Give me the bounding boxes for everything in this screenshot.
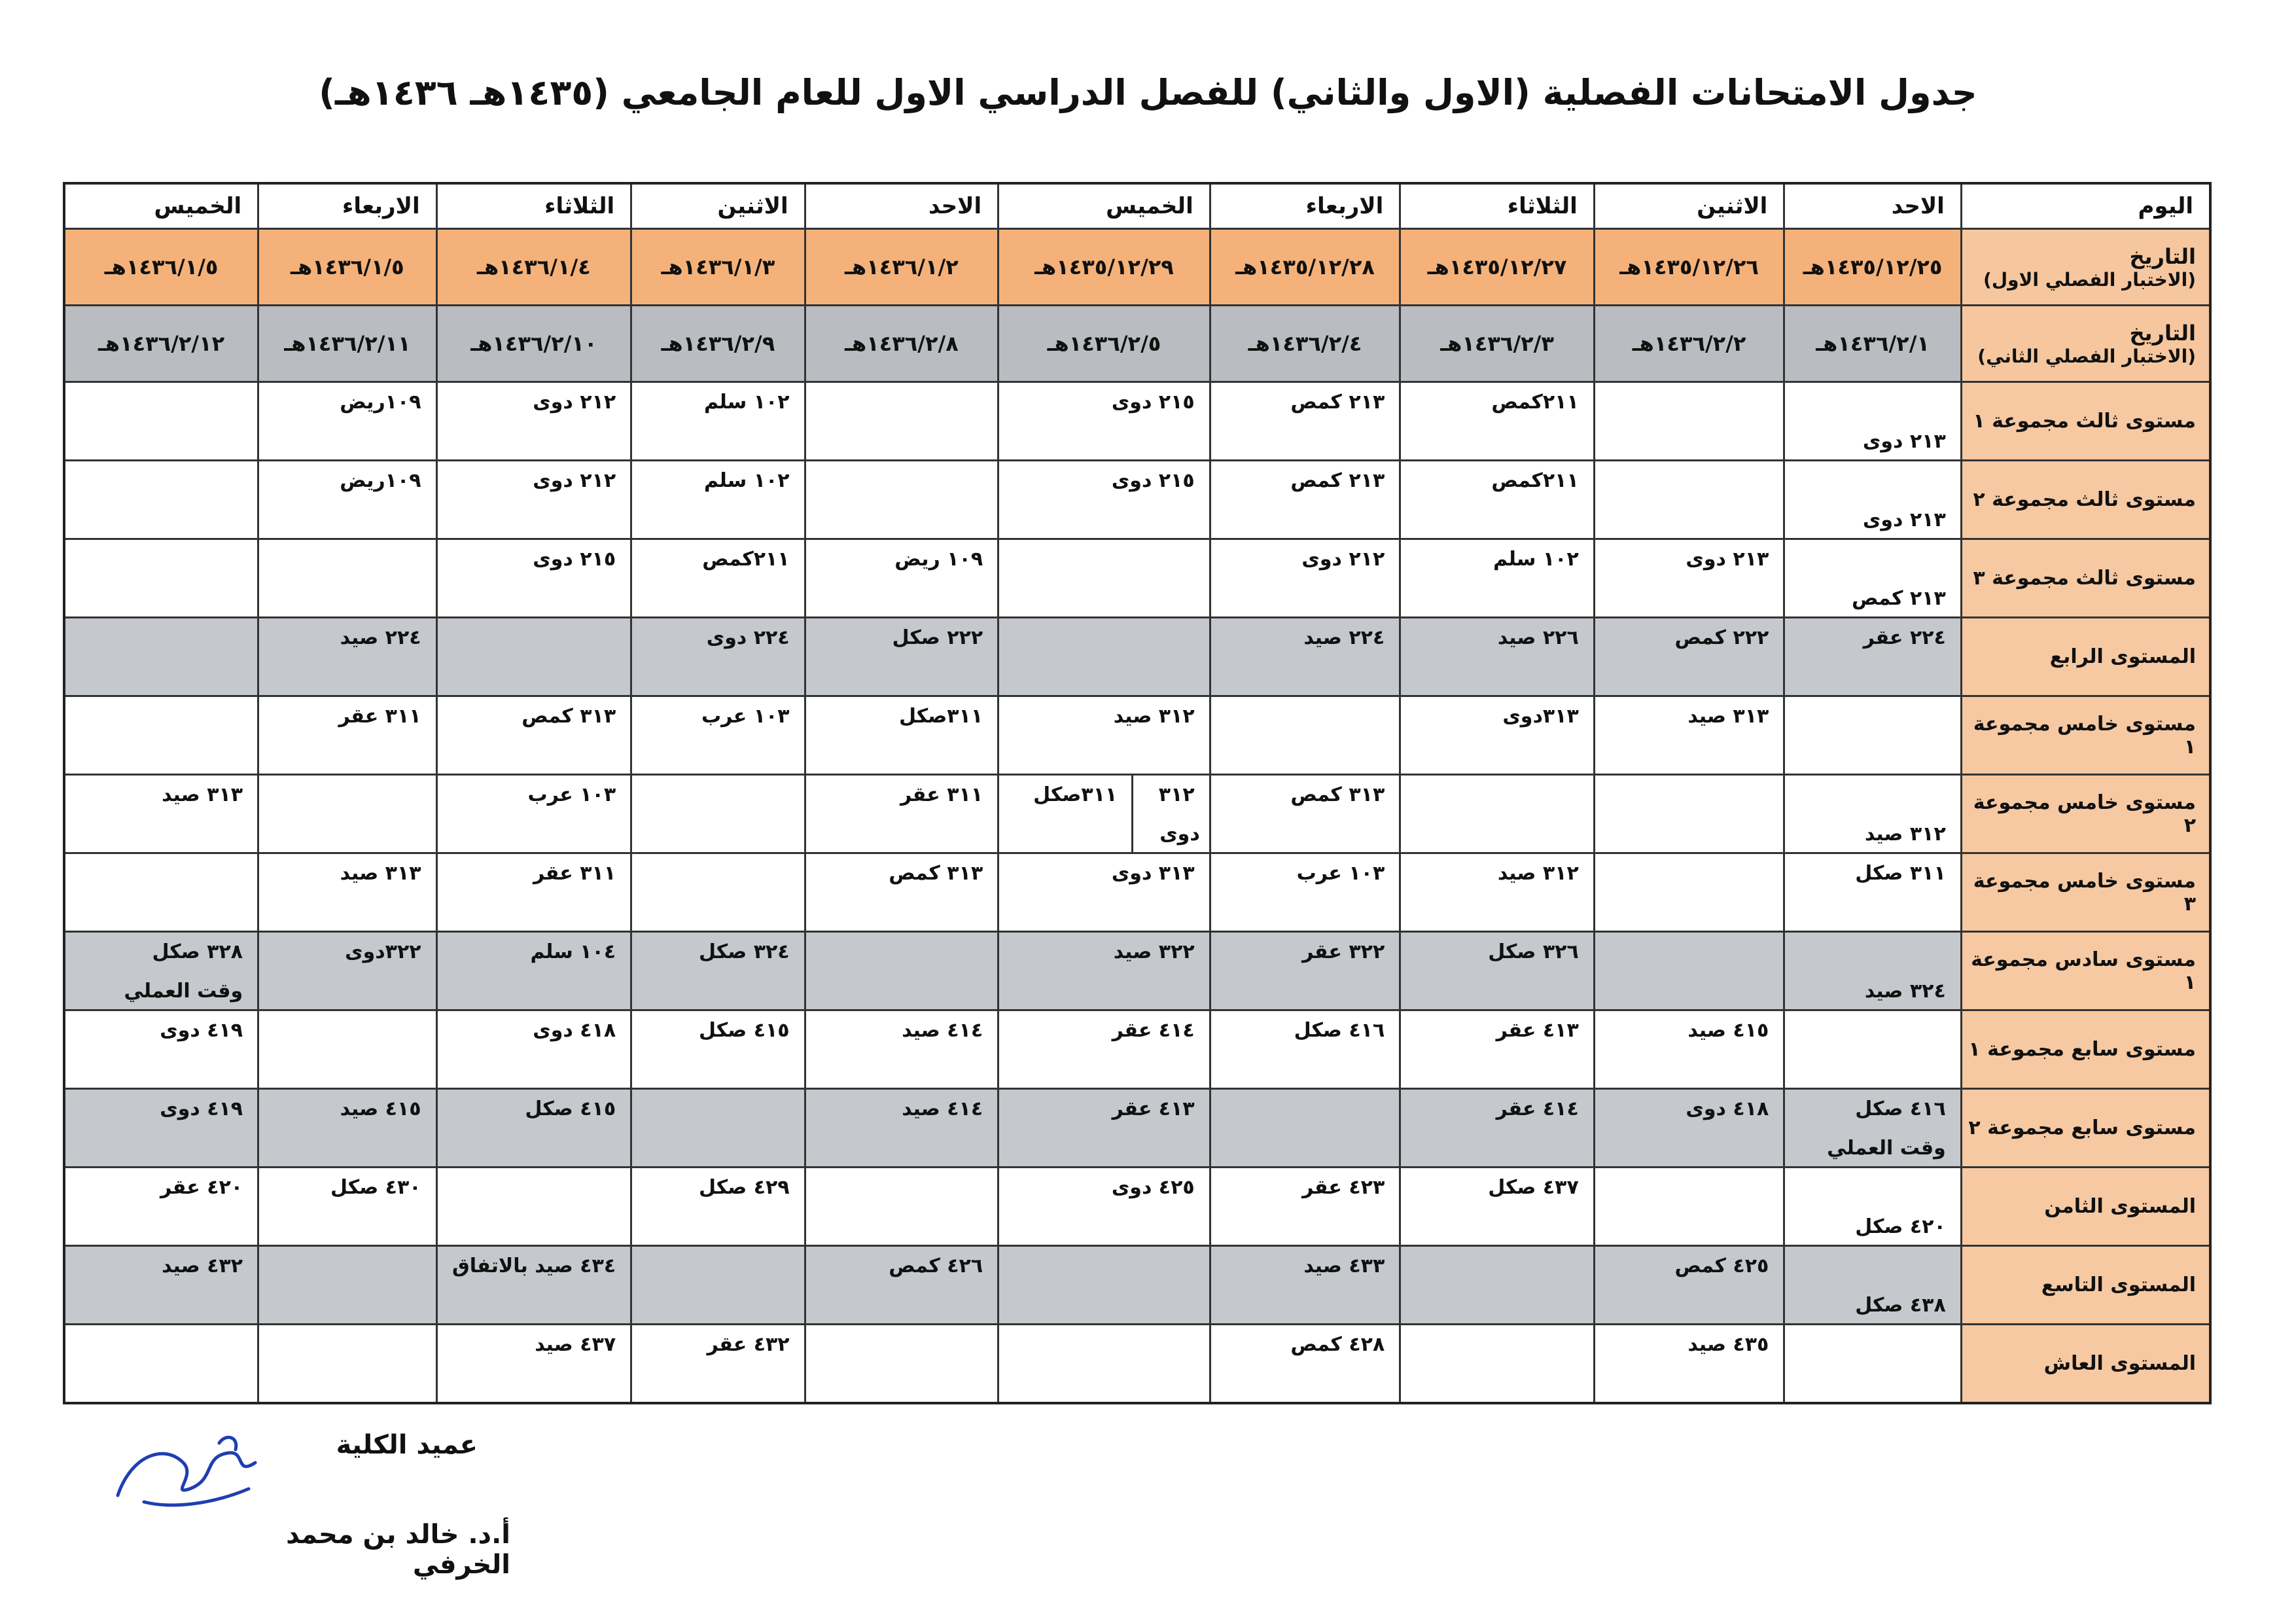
row-label: مستوى سادس مجموعة ١ <box>1961 932 2210 1010</box>
exam-cell <box>805 1010 998 1089</box>
exam-course: ٣٢٨ صكل <box>152 940 243 963</box>
exam-course: ٤١٥ صكل <box>525 1097 616 1120</box>
exam-cell <box>805 461 998 539</box>
exam-cell <box>1210 1168 1400 1246</box>
exam-cell <box>631 539 805 618</box>
exam-course: ٢١٣ دوى <box>1686 548 1769 571</box>
split-cell <box>999 776 1209 852</box>
exam-course: ٢١٢ دوى <box>533 391 616 414</box>
exam-cell <box>805 853 998 932</box>
exam-course: ٤١٥ صيد <box>1687 1019 1769 1042</box>
exam-cell <box>1784 1089 1961 1168</box>
dean-name: أ.د. خالد بن محمد الخرفي <box>286 1520 510 1580</box>
exam-course: ٤١٤ عقر <box>1112 1019 1195 1042</box>
exam-cell <box>1400 1246 1595 1325</box>
dates2-date-8: ١٤٣٦/٢/١١هـ <box>258 306 436 382</box>
exam-cell <box>1400 775 1595 853</box>
row-label: المستوى الرابع <box>1961 618 2210 696</box>
exam-cell <box>1400 461 1595 539</box>
exam-cell <box>1210 1325 1400 1404</box>
exam-cell <box>631 775 805 853</box>
exam-cell <box>436 382 631 461</box>
exam-cell <box>1784 696 1961 775</box>
exam-course: ٢٢٦ صيد <box>1497 626 1579 649</box>
exam-course: ٤٢٥ دوى <box>1111 1176 1195 1199</box>
exam-cell <box>998 696 1210 775</box>
exam-course: ٤٣٧ صيد <box>535 1333 616 1356</box>
exam-cell <box>805 1168 998 1246</box>
exam-cell <box>1210 853 1400 932</box>
exam-cell <box>1210 382 1400 461</box>
day-header-5: الاحد <box>805 183 998 229</box>
exam-cell <box>1400 696 1595 775</box>
exam-cell <box>998 1325 1210 1404</box>
exam-cell <box>1594 853 1784 932</box>
exam-cell <box>64 1246 258 1325</box>
exam-cell <box>436 696 631 775</box>
exam-course: ٢١٣ كمص <box>1290 391 1385 414</box>
dean-title: عميد الكلية <box>336 1430 478 1460</box>
exam-cell <box>1784 382 1961 461</box>
exam-cell <box>1594 618 1784 696</box>
exam-cell <box>1210 696 1400 775</box>
exam-cell <box>436 539 631 618</box>
exam-course-note: ٣٢٤ صيد <box>1864 980 1946 1003</box>
exam-cell <box>1594 1168 1784 1246</box>
exam-course: ١٠٣ عرب <box>527 783 616 806</box>
exam-course: ٤١٥ صيد <box>340 1097 421 1120</box>
row-label: المستوى العاش <box>1961 1325 2210 1404</box>
exam-cell <box>631 1089 805 1168</box>
exam-cell <box>805 696 998 775</box>
exam-cell <box>631 696 805 775</box>
exam-cell <box>998 1010 1210 1089</box>
exam-course: ٤١٣ عقر <box>1112 1097 1195 1120</box>
exam-course: ٣١٣ دوى <box>1111 862 1195 885</box>
exam-cell <box>1784 932 1961 1010</box>
exam-course: ٣١١ عقر <box>900 783 983 806</box>
exam-cell <box>1594 539 1784 618</box>
row-label: مستوى خامس مجموعة ١ <box>1961 696 2210 775</box>
exam-course: ٤١٩ دوى <box>160 1019 243 1042</box>
schedule-row <box>64 853 2210 932</box>
exam-cell <box>258 1246 436 1325</box>
exam-cell <box>1594 1010 1784 1089</box>
exam-cell <box>64 461 258 539</box>
exam-course: ٤١٦ صكل <box>1855 1097 1946 1120</box>
day-header-3: الاربعاء <box>1210 183 1400 229</box>
exam-course: ٢٢٤ عقر <box>1863 626 1946 649</box>
exam-course: ٢١٥ دوى <box>533 548 616 571</box>
exam-course: ٤٣٥ صيد <box>1687 1333 1769 1356</box>
exam-cell <box>258 775 436 853</box>
exam-cell <box>258 1089 436 1168</box>
dates2-date-1: ١٤٣٦/٢/٢هـ <box>1594 306 1784 382</box>
exam-course-note: وقت العملي <box>124 980 243 1003</box>
exam-cell <box>1400 1168 1595 1246</box>
exam-course: ٤١٣ عقر <box>1496 1019 1579 1042</box>
exam-cell <box>631 853 805 932</box>
exam-course: ٢٢٢ صكل <box>892 626 983 649</box>
exam-cell <box>1210 618 1400 696</box>
schedule-row <box>64 382 2210 461</box>
exam-course: ٢١٥ دوى <box>1111 469 1195 492</box>
exam-cell <box>631 932 805 1010</box>
split-part-a <box>1131 776 1209 852</box>
exam-course: ٤٢٨ كمص <box>1290 1333 1385 1356</box>
exam-cell <box>1400 932 1595 1010</box>
dates1-date-9: ١٤٣٦/١/٥هـ <box>64 229 258 306</box>
exam-cell <box>998 1168 1210 1246</box>
schedule-row <box>64 1325 2210 1404</box>
dates2-date-4: ١٤٣٦/٢/٥هـ <box>998 306 1210 382</box>
exam-course: ١٠٣ عرب <box>1296 862 1385 885</box>
exam-cell <box>258 853 436 932</box>
exam-cell <box>258 1168 436 1246</box>
exam-course: ٣٢٢ صيد <box>1113 940 1195 963</box>
exam-cell <box>631 1325 805 1404</box>
exam-course: ٤١٤ صيد <box>902 1097 983 1120</box>
exam-cell <box>998 1246 1210 1325</box>
exam-cell <box>436 1089 631 1168</box>
exam-cell <box>1400 382 1595 461</box>
exam-course: ٢٢٤ دوى <box>706 626 790 649</box>
dates2-label-line1: التاريخ <box>2129 320 2196 346</box>
exam-cell <box>1210 932 1400 1010</box>
exam-cell <box>1784 775 1961 853</box>
exam-cell <box>998 539 1210 618</box>
exam-cell <box>1784 1325 1961 1404</box>
exam-course: ٣١٢ صيد <box>1497 862 1579 885</box>
schedule-row <box>64 932 2210 1010</box>
exam-cell <box>64 1168 258 1246</box>
exam-cell <box>64 539 258 618</box>
exam-cell <box>1594 382 1784 461</box>
exam-course: ٣٢٦ صكل <box>1488 940 1579 963</box>
dates1-date-0: ١٤٣٥/١٢/٢٥هـ <box>1784 229 1961 306</box>
exam-cell <box>64 1325 258 1404</box>
exam-course: ٣١١ عقر <box>533 862 616 885</box>
exam-cell <box>64 932 258 1010</box>
exam-cell <box>1400 853 1595 932</box>
exam-cell <box>1210 1089 1400 1168</box>
exam-course: ٤١٨ دوى <box>1686 1097 1769 1120</box>
dates2-date-6: ١٤٣٦/٢/٩هـ <box>631 306 805 382</box>
exam-cell <box>1784 1246 1961 1325</box>
exam-course: ٤٢٠ عقر <box>160 1176 243 1199</box>
exam-course: ٤٢٥ كمص <box>1674 1255 1769 1277</box>
exam-cell <box>258 696 436 775</box>
dates1-row <box>64 229 2210 306</box>
exam-cell <box>64 618 258 696</box>
exam-cell <box>998 853 1210 932</box>
exam-course: ١٠٢ سلم <box>703 469 790 492</box>
exam-cell <box>64 1089 258 1168</box>
exam-cell <box>258 1325 436 1404</box>
exam-course-note: ٤٣٨ صكل <box>1855 1294 1946 1317</box>
day-header-4: الخميس <box>998 183 1210 229</box>
schedule-row <box>64 1246 2210 1325</box>
dean-signature <box>105 1417 275 1528</box>
exam-cell <box>1210 1246 1400 1325</box>
exam-course: ٤٢٩ صكل <box>699 1176 790 1199</box>
exam-cell <box>436 1010 631 1089</box>
exam-cell <box>436 618 631 696</box>
exam-course: ١٠٢ سلم <box>1493 548 1579 571</box>
exam-cell <box>805 539 998 618</box>
exam-cell <box>1784 1010 1961 1089</box>
dates2-date-2: ١٤٣٦/٢/٣هـ <box>1400 306 1595 382</box>
schedule-row <box>64 696 2210 775</box>
exam-course: ٣١٣ كمص <box>889 862 983 885</box>
exam-cell <box>64 775 258 853</box>
exam-course: ٣١٢ صيد <box>1113 705 1195 728</box>
exam-cell <box>1400 1010 1595 1089</box>
exam-course: ٣١٣ كمص <box>521 705 616 728</box>
exam-cell <box>805 775 998 853</box>
exam-cell <box>1594 1246 1784 1325</box>
exam-course: ٣١٣ صيد <box>162 783 243 806</box>
dates1-label-line2: (الاختبار الفصلي الاول) <box>1983 268 2196 291</box>
exam-cell <box>1210 539 1400 618</box>
row-label: المستوى الثامن <box>1961 1168 2210 1246</box>
exam-course: ٤٣٧ صكل <box>1488 1176 1579 1199</box>
exam-cell <box>998 1089 1210 1168</box>
dates1-date-3: ١٤٣٥/١٢/٢٨هـ <box>1210 229 1400 306</box>
exam-course-note: ٣١٢ صيد <box>1864 823 1946 846</box>
days-header-row <box>64 183 2210 229</box>
dates1-date-1: ١٤٣٥/١٢/٢٦هـ <box>1594 229 1784 306</box>
exam-course: ٤٣٤ صيد بالاتفاق <box>451 1255 616 1277</box>
exam-course-note: وقت العملي <box>1827 1137 1946 1160</box>
exam-cell <box>998 775 1210 853</box>
exam-cell <box>436 853 631 932</box>
exam-cell <box>436 1168 631 1246</box>
dates2-date-9: ١٤٣٦/٢/١٢هـ <box>64 306 258 382</box>
exam-course-note: ٢١٣ دوى <box>1862 430 1946 453</box>
day-header-7: الثلاثاء <box>436 183 631 229</box>
exam-cell <box>1594 775 1784 853</box>
exam-course: ٣٢٢ عقر <box>1302 940 1385 963</box>
exam-course: ٢١٣ كمص <box>1290 469 1385 492</box>
exam-course: ٢١١كمص <box>1491 469 1579 492</box>
exam-cell <box>436 1325 631 1404</box>
exam-cell <box>631 382 805 461</box>
exam-cell <box>805 932 998 1010</box>
exam-cell <box>1400 618 1595 696</box>
exam-cell <box>258 382 436 461</box>
exam-course: ١٠٤ سلم <box>530 940 616 963</box>
exam-cell <box>805 618 998 696</box>
exam-course: ٣٢٢دوى <box>345 940 421 963</box>
exam-cell <box>1594 1325 1784 1404</box>
exam-cell <box>258 539 436 618</box>
exam-course: ٢١٥ دوى <box>1111 391 1195 414</box>
exam-course: ٢٢٢ كمص <box>1674 626 1769 649</box>
exam-course: ٤١٤ عقر <box>1496 1097 1579 1120</box>
exam-cell <box>1594 461 1784 539</box>
schedule-row <box>64 775 2210 853</box>
exam-course: ١٠٩ ريض <box>894 548 983 571</box>
exam-cell <box>436 775 631 853</box>
dates1-date-6: ١٤٣٦/١/٣هـ <box>631 229 805 306</box>
exam-cell <box>998 932 1210 1010</box>
exam-course-note: ٢١٣ دوى <box>1862 508 1946 531</box>
exam-course: ٢٢٤ صيد <box>1303 626 1385 649</box>
row-label: مستوى ثالث مجموعة ٢ <box>1961 461 2210 539</box>
dates1-date-2: ١٤٣٥/١٢/٢٧هـ <box>1400 229 1595 306</box>
exam-cell <box>1210 1010 1400 1089</box>
exam-cell <box>1784 461 1961 539</box>
day-header-6: الاثنين <box>631 183 805 229</box>
exam-cell <box>1594 696 1784 775</box>
exam-course: ٤٢٣ عقر <box>1302 1176 1385 1199</box>
exam-course: ٢١٢ دوى <box>1301 548 1385 571</box>
exam-course: ٢١٢ دوى <box>533 469 616 492</box>
exam-course: ٣١١ عقر <box>338 705 421 728</box>
dates1-date-7: ١٤٣٦/١/٤هـ <box>436 229 631 306</box>
row-label: مستوى خامس مجموعة ٣ <box>1961 853 2210 932</box>
corner-day-label: اليوم <box>1961 183 2210 229</box>
exam-cell <box>805 1246 998 1325</box>
exam-cell <box>1594 932 1784 1010</box>
exam-cell <box>1210 461 1400 539</box>
day-header-8: الاربعاء <box>258 183 436 229</box>
exam-cell <box>1400 539 1595 618</box>
exam-course-top: ٣١١صكل <box>1033 783 1118 806</box>
exam-cell <box>1784 1168 1961 1246</box>
exam-cell <box>258 618 436 696</box>
row-label: مستوى سابع مجموعة ٢ <box>1961 1089 2210 1168</box>
exam-course-bottom: دوى <box>1159 823 1200 846</box>
exam-course: ٢١١كمص <box>1491 391 1579 414</box>
exam-cell <box>436 932 631 1010</box>
exam-course: ٢١١كمص <box>702 548 790 571</box>
exam-course: ١٠٣ عرب <box>701 705 790 728</box>
day-header-9: الخميس <box>64 183 258 229</box>
exam-cell <box>258 1010 436 1089</box>
exam-course: ٤١٨ دوى <box>533 1019 616 1042</box>
exam-course: ٣١١صكل <box>899 705 983 728</box>
exam-course: ١٠٢ سلم <box>703 391 790 414</box>
exam-cell <box>258 461 436 539</box>
exam-course-top: ٣١٢ <box>1158 783 1195 806</box>
dates2-label-line2: (الاختبار الفصلي الثاني) <box>1977 345 2196 367</box>
schedule-row <box>64 1168 2210 1246</box>
exam-cell <box>1400 1325 1595 1404</box>
schedule-row <box>64 539 2210 618</box>
dates1-label-cell <box>1961 229 2210 306</box>
split-part-b <box>999 776 1131 852</box>
schedule-row <box>64 1010 2210 1089</box>
exam-cell <box>1400 1089 1595 1168</box>
exam-cell <box>1594 1089 1784 1168</box>
exam-course: ٤٣٣ صيد <box>1303 1255 1385 1277</box>
dates1-label-line1: التاريخ <box>2129 243 2196 269</box>
exam-cell <box>631 618 805 696</box>
row-label: مستوى سابع مجموعة ١ <box>1961 1010 2210 1089</box>
dates1-date-4: ١٤٣٥/١٢/٢٩هـ <box>998 229 1210 306</box>
dates1-date-8: ١٤٣٦/١/٥هـ <box>258 229 436 306</box>
exam-cell <box>998 461 1210 539</box>
exam-cell <box>631 1010 805 1089</box>
exam-cell <box>64 696 258 775</box>
exam-course: ٣٢٤ صكل <box>699 940 790 963</box>
dates2-date-5: ١٤٣٦/٢/٨هـ <box>805 306 998 382</box>
exam-cell <box>998 618 1210 696</box>
row-label: المستوى التاسع <box>1961 1246 2210 1325</box>
exam-course: ٤١٤ صيد <box>902 1019 983 1042</box>
exam-cell <box>631 1246 805 1325</box>
exam-cell <box>805 382 998 461</box>
exam-cell <box>805 1089 998 1168</box>
dates2-date-3: ١٤٣٦/٢/٤هـ <box>1210 306 1400 382</box>
exam-course: ٣١٣ صيد <box>1687 705 1769 728</box>
exam-course: ٤٢٦ كمص <box>889 1255 983 1277</box>
exam-cell <box>1210 775 1400 853</box>
exam-cell <box>1784 853 1961 932</box>
exam-course: ٤١٥ صكل <box>699 1019 790 1042</box>
exam-cell <box>1784 539 1961 618</box>
row-label: مستوى خامس مجموعة ٢ <box>1961 775 2210 853</box>
exam-cell <box>998 382 1210 461</box>
exam-cell <box>1784 618 1961 696</box>
schedule-row <box>64 461 2210 539</box>
exam-cell <box>436 1246 631 1325</box>
exam-course-note: ٤٢٠ صكل <box>1855 1215 1946 1238</box>
exam-course: ٤٣٢ صيد <box>162 1255 243 1277</box>
exam-course: ٢٢٤ صيد <box>340 626 421 649</box>
exam-course: ٣١٣ صيد <box>340 862 421 885</box>
page-title: جدول الامتحانات الفصلية (الاول والثاني) للفصل الدراسي الاول للعام الجامعي (١٤٣٥هـ ١٤٣٦هـ) <box>319 72 1977 113</box>
dates2-label-cell <box>1961 306 2210 382</box>
exam-course: ١٠٩ريض <box>340 391 421 414</box>
dates1-date-5: ١٤٣٦/١/٢هـ <box>805 229 998 306</box>
exam-course: ٣١١ صكل <box>1855 862 1946 885</box>
exam-cell <box>64 382 258 461</box>
row-label: مستوى ثالث مجموعة ١ <box>1961 382 2210 461</box>
dates2-date-0: ١٤٣٦/٢/١هـ <box>1784 306 1961 382</box>
exam-course: ١٠٩ريض <box>340 469 421 492</box>
exam-cell <box>631 1168 805 1246</box>
day-header-1: الاثنين <box>1594 183 1784 229</box>
exam-course: ٤١٩ دوى <box>160 1097 243 1120</box>
exam-cell <box>805 1325 998 1404</box>
exam-course: ٣١٣ كمص <box>1290 783 1385 806</box>
exam-cell <box>258 932 436 1010</box>
exam-course: ٤٣٢ عقر <box>707 1333 790 1356</box>
exam-cell <box>64 853 258 932</box>
exam-cell <box>631 461 805 539</box>
dates2-row <box>64 306 2210 382</box>
exam-course-note: ٢١٣ كمص <box>1851 587 1946 610</box>
day-header-0: الاحد <box>1784 183 1961 229</box>
schedule-row <box>64 1089 2210 1168</box>
exam-cell <box>64 1010 258 1089</box>
exam-course: ٣١٣دوى <box>1502 705 1579 728</box>
exam-course: ٤١٦ صكل <box>1294 1019 1385 1042</box>
exam-cell <box>436 461 631 539</box>
exam-schedule-table <box>63 182 2212 1404</box>
dates2-date-7: ١٤٣٦/٢/١٠هـ <box>436 306 631 382</box>
day-header-2: الثلاثاء <box>1400 183 1595 229</box>
exam-course: ٤٣٠ صكل <box>330 1176 421 1199</box>
schedule-row <box>64 618 2210 696</box>
row-label: مستوى ثالث مجموعة ٣ <box>1961 539 2210 618</box>
